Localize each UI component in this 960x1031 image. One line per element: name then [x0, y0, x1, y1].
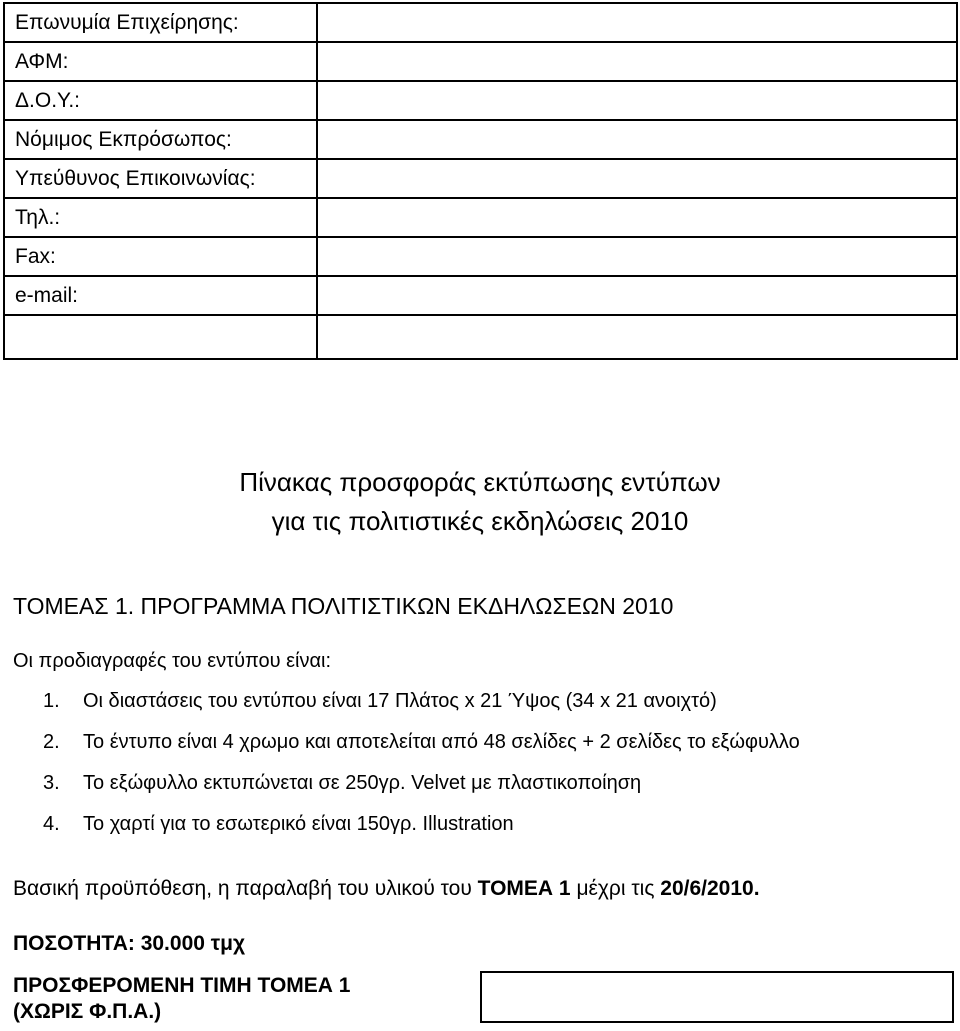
- contact-person-field[interactable]: [317, 159, 957, 198]
- vat-number-field[interactable]: [317, 42, 957, 81]
- list-item-text: Το εξώφυλλο εκτυπώνεται σε 250γρ. Velvet με πλαστικοποίηση: [83, 772, 642, 794]
- list-item-number: 2.: [43, 731, 60, 753]
- table-row: [4, 159, 957, 198]
- page-subtitle: για τις πολιτιστικές εκδηλώσεις 2010: [271, 506, 689, 536]
- contact-person-label: Υπεύθυνος Επικοινωνίας:: [4, 159, 317, 198]
- section-heading: ΤΟΜΕΑΣ 1. ΠΡΟΓΡΑΜΜΑ ΠΟΛΙΤΙΣΤΙΚΩΝ ΕΚΔΗΛΩΣΕΩΝ 2010: [13, 593, 674, 619]
- phone-label: Τηλ.:: [4, 198, 317, 237]
- table-row: [4, 276, 957, 315]
- offered-price-label: [13, 973, 350, 1025]
- list-item-text: Οι διαστάσεις του εντύπου είναι 17 Πλάτος x 21 Ύψος (34 x 21 ανοιχτό): [83, 690, 717, 712]
- list-item: [43, 771, 800, 812]
- blank-value-cell[interactable]: [317, 315, 957, 359]
- phone-field[interactable]: [317, 198, 957, 237]
- list-item: [43, 812, 800, 853]
- company-name-field[interactable]: [317, 3, 957, 42]
- list-item-text: Το χαρτί για το εσωτερικό είναι 150γρ. Illustration: [83, 813, 514, 835]
- offered-price-field[interactable]: [480, 971, 954, 1023]
- list-item-number: 1.: [43, 690, 60, 712]
- blank-label-cell[interactable]: [4, 315, 317, 359]
- condition-prefix: Βασική προϋπόθεση, η παραλαβή του υλικού του: [13, 877, 478, 900]
- condition-date: 20/6/2010: [660, 877, 754, 900]
- table-row: [4, 3, 957, 42]
- fax-label: Fax:: [4, 237, 317, 276]
- company-info-table: [3, 2, 958, 360]
- quantity: ΠΟΣΟΤΗΤΑ: 30.000 τμχ: [13, 932, 246, 955]
- legal-representative-field[interactable]: [317, 120, 957, 159]
- table-row: [4, 198, 957, 237]
- tax-office-label: Δ.Ο.Υ.:: [4, 81, 317, 120]
- table-row: [4, 42, 957, 81]
- page-title: Πίνακας προσφοράς εκτύπωσης εντύπων: [239, 467, 721, 497]
- legal-representative-label: Νόμιμος Εκπρόσωπος:: [4, 120, 317, 159]
- list-item-number: 3.: [43, 772, 60, 794]
- tax-office-field[interactable]: [317, 81, 957, 120]
- price-label-line-2: (ΧΩΡΙΣ Φ.Π.Α.): [13, 1000, 162, 1023]
- specifications-intro: Οι προδιαγραφές του εντύπου είναι:: [13, 650, 332, 672]
- list-item: [43, 730, 800, 771]
- delivery-condition: [13, 877, 760, 901]
- email-label: e-mail:: [4, 276, 317, 315]
- condition-middle: μέχρι τις: [570, 877, 661, 900]
- email-field[interactable]: [317, 276, 957, 315]
- company-name-label: Επωνυμία Επιχείρησης:: [4, 3, 317, 42]
- price-label-line-1: ΠΡΟΣΦΕΡΟΜΕΝΗ ΤΙΜΗ ΤΟΜΕΑ 1: [13, 974, 351, 997]
- specifications-list: [43, 689, 800, 853]
- list-item-text: Το έντυπο είναι 4 χρωμο και αποτελείται από 48 σελίδες + 2 σελίδες το εξώφυλλο: [83, 731, 800, 753]
- table-row: [4, 237, 957, 276]
- table-row: [4, 315, 957, 359]
- table-row: [4, 120, 957, 159]
- list-item: [43, 689, 800, 730]
- list-item-number: 4.: [43, 813, 60, 835]
- table-row: [4, 81, 957, 120]
- vat-number-label: ΑΦΜ:: [4, 42, 317, 81]
- condition-sector: ΤΟΜΕΑ 1: [477, 877, 571, 900]
- fax-field[interactable]: [317, 237, 957, 276]
- condition-suffix: .: [753, 877, 760, 900]
